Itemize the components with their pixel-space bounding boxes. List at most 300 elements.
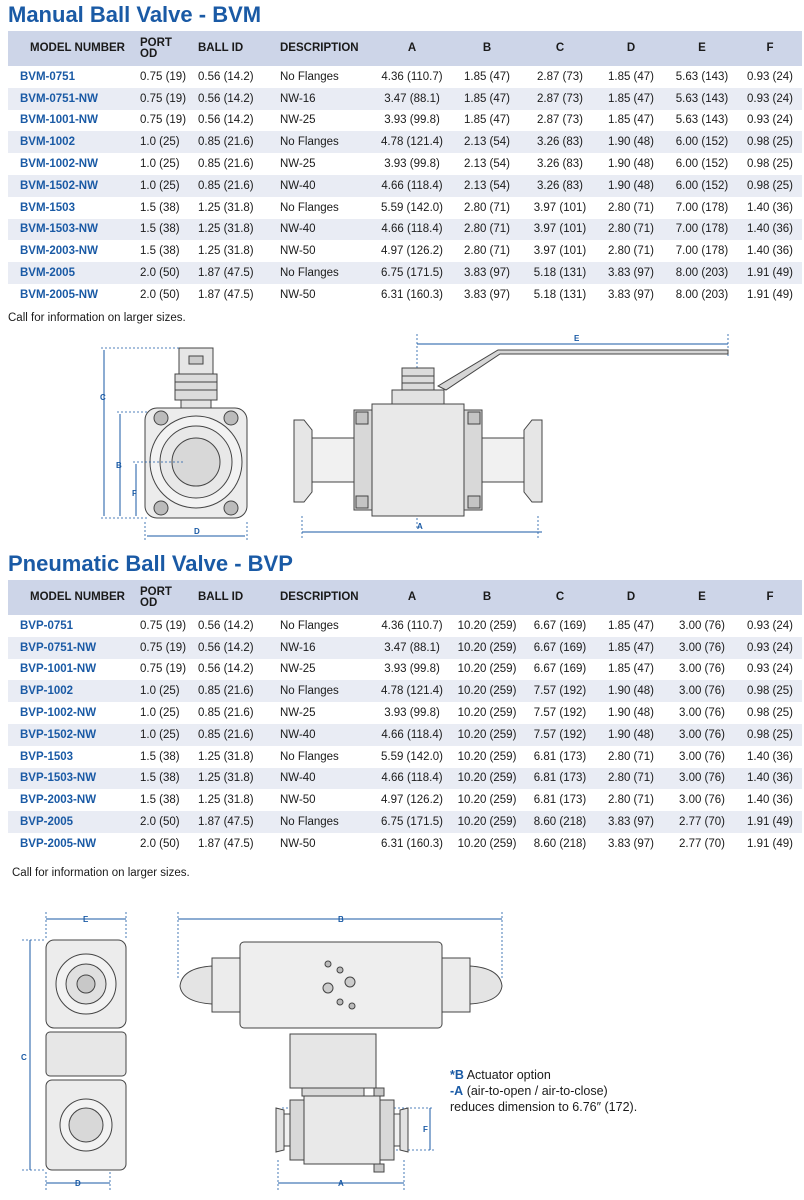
dim-label-f: F	[132, 489, 137, 498]
cell-description: No Flanges	[280, 201, 339, 214]
cell-dim-c: 2.87 (73)	[536, 70, 584, 83]
table-row	[8, 659, 802, 681]
cell-dim-a: 3.93 (99.8)	[384, 114, 440, 127]
cell-dim-e: 5.63 (143)	[675, 70, 729, 83]
cell-ball-id: 0.56 (14.2)	[198, 114, 254, 127]
table-row	[8, 680, 802, 702]
cell-dim-e: 6.00 (152)	[666, 175, 738, 197]
actuator-option-effect: reduces dimension to 6.76″ (172).	[450, 1100, 638, 1114]
actuator-option-desc: (air-to-open / air-to-close)	[466, 1084, 608, 1098]
table-row	[8, 833, 802, 855]
pneumatic-actuator	[240, 942, 442, 1028]
cell-port-od: 2.0 (50)	[140, 288, 180, 301]
cell-description: No Flanges	[276, 262, 374, 284]
table-row	[8, 110, 802, 132]
col-header-description: DESCRIPTION	[276, 31, 374, 66]
body-bolt	[154, 501, 168, 515]
table-row	[8, 637, 802, 659]
cell-dim-b: 2.13 (54)	[463, 158, 511, 171]
actuator-marker: *B	[450, 1068, 464, 1082]
cell-dim-a: 4.36 (110.7)	[381, 619, 443, 632]
cell-dim-b: 1.85 (47)	[450, 88, 524, 110]
cell-model-number: BVM-1503	[20, 201, 75, 214]
cell-port-od: 1.0 (25)	[136, 131, 194, 153]
cell-port-od: 1.0 (25)	[136, 175, 194, 197]
nw-flange-right	[400, 1108, 408, 1152]
cell-dim-c: 6.67 (169)	[533, 663, 587, 676]
cell-ball-id: 1.87 (47.5)	[198, 837, 254, 850]
cell-dim-c: 3.97 (101)	[533, 245, 587, 258]
bvp-side-view-drawing	[172, 910, 510, 1192]
cell-dim-d: 1.85 (47)	[596, 637, 666, 659]
cell-port-od: 1.5 (38)	[140, 201, 180, 214]
cell-ball-id: 1.87 (47.5)	[198, 288, 254, 301]
bvp-larger-sizes-note: Call for information on larger sizes.	[12, 867, 190, 879]
cell-dim-d: 2.80 (71)	[607, 201, 655, 214]
cell-description: NW-16	[276, 88, 374, 110]
cell-dim-d: 3.83 (97)	[596, 811, 666, 833]
cell-description: NW-25	[280, 707, 316, 720]
cell-dim-c: 8.60 (218)	[524, 811, 596, 833]
cell-dim-d: 1.85 (47)	[607, 619, 655, 632]
cell-dim-a: 3.47 (88.1)	[374, 637, 450, 659]
cell-ball-id: 0.85 (21.6)	[194, 724, 276, 746]
col-header-e: E	[666, 31, 738, 66]
cell-ball-id: 1.87 (47.5)	[194, 262, 276, 284]
table-header-row	[8, 31, 802, 66]
cell-dim-f: 1.91 (49)	[738, 811, 802, 833]
actuator-option-note	[450, 1067, 637, 1115]
cell-dim-d: 2.80 (71)	[607, 245, 655, 258]
cell-dim-b: 10.20 (259)	[457, 707, 517, 720]
col-header-port: PORT OD	[136, 580, 194, 615]
cell-ball-id: 0.56 (14.2)	[194, 88, 276, 110]
cell-dim-e: 3.00 (76)	[666, 680, 738, 702]
cell-dim-f: 0.93 (24)	[746, 663, 794, 676]
cell-dim-b: 3.83 (97)	[450, 262, 524, 284]
cell-model-number: BVM-2003-NW	[20, 245, 98, 258]
dim-label-d: D	[75, 1179, 81, 1188]
cell-port-od: 1.0 (25)	[140, 158, 180, 171]
dim-label-f: F	[423, 1125, 428, 1134]
cell-dim-c: 3.97 (101)	[533, 201, 587, 214]
col-header-description: DESCRIPTION	[276, 580, 374, 615]
bvp-front-view-drawing	[16, 910, 136, 1192]
valve-handle-lever	[438, 350, 728, 390]
actuator-end-cap-right	[470, 966, 502, 1004]
cell-port-od: 1.0 (25)	[136, 680, 194, 702]
cell-dim-a: 6.75 (171.5)	[374, 262, 450, 284]
col-header-f: F	[738, 31, 802, 66]
cell-dim-a: 4.97 (126.2)	[380, 794, 443, 807]
actuator-option-code: -A	[450, 1084, 464, 1098]
cell-port-od: 0.75 (19)	[140, 619, 187, 632]
cell-dim-a: 6.31 (160.3)	[380, 837, 443, 850]
cell-model-number: BVM-1002	[8, 131, 136, 153]
cell-dim-c: 6.81 (173)	[524, 768, 596, 790]
cell-model-number: BVP-1502-NW	[8, 724, 136, 746]
bvm-side-view-drawing	[288, 328, 740, 544]
cell-dim-b: 10.20 (259)	[457, 837, 517, 850]
cell-model-number: BVP-2005	[8, 811, 136, 833]
cell-description: NW-40	[276, 175, 374, 197]
cell-ball-id: 1.25 (31.8)	[198, 201, 254, 214]
cell-dim-e: 2.77 (70)	[666, 811, 738, 833]
cell-dim-d: 1.90 (48)	[596, 680, 666, 702]
col-header-ball: BALL ID	[194, 580, 276, 615]
cell-description: NW-40	[276, 724, 374, 746]
table-row	[8, 131, 802, 153]
col-header-b: B	[450, 31, 524, 66]
cell-dim-c: 7.57 (192)	[533, 707, 587, 720]
cell-dim-d: 1.85 (47)	[607, 70, 655, 83]
table-row	[8, 88, 802, 110]
cell-dim-e: 7.00 (178)	[666, 219, 738, 241]
cell-dim-b: 2.13 (54)	[450, 131, 524, 153]
bvm-spec-table	[8, 31, 802, 306]
cell-dim-e: 5.63 (143)	[666, 88, 738, 110]
cell-dim-d: 1.90 (48)	[607, 707, 655, 720]
cell-description: No Flanges	[276, 811, 374, 833]
cell-dim-d: 1.85 (47)	[607, 663, 655, 676]
cell-ball-id: 0.85 (21.6)	[198, 158, 254, 171]
cell-description: NW-40	[276, 768, 374, 790]
cell-dim-e: 3.00 (76)	[678, 619, 726, 632]
dim-label-e: E	[83, 915, 89, 924]
cell-dim-f: 0.98 (25)	[746, 158, 794, 171]
dim-label-b: B	[116, 461, 122, 470]
cell-model-number: BVP-0751	[20, 619, 74, 632]
cell-dim-e: 7.00 (178)	[675, 245, 729, 258]
cell-dim-a: 5.59 (142.0)	[380, 750, 443, 763]
valve-port-opening	[69, 1108, 103, 1142]
valve-port-opening	[172, 438, 220, 486]
cell-model-number: BVM-1503-NW	[8, 219, 136, 241]
table-header-row	[8, 580, 802, 615]
cell-dim-f: 0.93 (24)	[746, 114, 794, 127]
cell-dim-d: 1.90 (48)	[596, 175, 666, 197]
cell-dim-f: 1.40 (36)	[746, 201, 794, 214]
cell-dim-a: 4.66 (118.4)	[374, 768, 450, 790]
cell-dim-e: 2.77 (70)	[678, 837, 726, 850]
cell-dim-f: 0.98 (25)	[738, 680, 802, 702]
col-header-ball: BALL ID	[194, 31, 276, 66]
cell-dim-e: 3.00 (76)	[666, 637, 738, 659]
cell-dim-a: 4.78 (121.4)	[374, 131, 450, 153]
stem-nut	[402, 368, 434, 390]
cell-dim-a: 4.78 (121.4)	[374, 680, 450, 702]
cell-dim-f: 0.93 (24)	[746, 70, 794, 83]
actuator-bracket	[46, 1032, 126, 1076]
bvp-section-title: Pneumatic Ball Valve - BVP	[8, 551, 293, 576]
cell-dim-b: 2.80 (71)	[450, 219, 524, 241]
col-header-a: A	[374, 580, 450, 615]
cell-dim-e: 7.00 (178)	[675, 201, 729, 214]
nw-flange-left	[294, 420, 312, 502]
cell-description: NW-50	[280, 288, 316, 301]
cell-model-number: BVP-2005-NW	[20, 837, 97, 850]
cell-dim-c: 3.26 (83)	[524, 175, 596, 197]
cell-model-number: BVP-1002-NW	[20, 707, 97, 720]
bvm-table-body	[8, 66, 802, 306]
cell-dim-d: 1.85 (47)	[596, 88, 666, 110]
cell-model-number: BVM-0751	[20, 70, 75, 83]
tube-left	[312, 438, 354, 482]
cell-dim-c: 3.26 (83)	[524, 131, 596, 153]
cell-ball-id: 0.56 (14.2)	[198, 663, 254, 676]
cell-model-number: BVP-1002	[8, 680, 136, 702]
cell-dim-a: 6.31 (160.3)	[380, 288, 443, 301]
dim-label-d: D	[194, 527, 200, 536]
cell-dim-f: 1.91 (49)	[746, 288, 794, 301]
cell-model-number: BVP-2003-NW	[20, 794, 97, 807]
actuator-end-cap-left	[180, 966, 212, 1004]
col-header-c: C	[524, 580, 596, 615]
cell-dim-f: 1.40 (36)	[746, 245, 794, 258]
cell-dim-b: 3.83 (97)	[463, 288, 511, 301]
cell-ball-id: 1.25 (31.8)	[194, 768, 276, 790]
cell-dim-f: 1.91 (49)	[738, 262, 802, 284]
cell-description: No Flanges	[280, 70, 339, 83]
cell-port-od: 0.75 (19)	[136, 88, 194, 110]
cell-dim-f: 0.93 (24)	[738, 88, 802, 110]
cell-dim-a: 3.47 (88.1)	[374, 88, 450, 110]
cell-model-number: BVM-2005-NW	[20, 288, 98, 301]
cell-description: NW-25	[280, 158, 316, 171]
cell-dim-b: 10.20 (259)	[457, 619, 517, 632]
cell-dim-b: 2.80 (71)	[463, 201, 511, 214]
cell-port-od: 0.75 (19)	[136, 637, 194, 659]
table-row	[8, 197, 802, 219]
cell-dim-f: 1.40 (36)	[738, 219, 802, 241]
cell-dim-d: 2.80 (71)	[596, 219, 666, 241]
cell-dim-c: 2.87 (73)	[536, 114, 584, 127]
cell-dim-f: 1.40 (36)	[738, 768, 802, 790]
cell-description: NW-16	[276, 637, 374, 659]
col-header-f: F	[738, 580, 802, 615]
cell-description: NW-50	[280, 794, 316, 807]
cell-dim-f: 0.98 (25)	[746, 707, 794, 720]
cell-dim-a: 5.59 (142.0)	[380, 201, 443, 214]
cell-dim-c: 3.26 (83)	[536, 158, 584, 171]
cell-dim-d: 2.80 (71)	[596, 768, 666, 790]
cell-dim-f: 0.98 (25)	[738, 175, 802, 197]
cell-dim-d: 2.80 (71)	[607, 750, 655, 763]
table-row	[8, 175, 802, 197]
cell-model-number: BVM-2005	[8, 262, 136, 284]
dim-label-c: C	[21, 1053, 27, 1062]
cell-dim-c: 2.87 (73)	[524, 88, 596, 110]
cell-model-number: BVM-1001-NW	[20, 114, 98, 127]
cell-dim-d: 3.83 (97)	[607, 288, 655, 301]
valve-body-side	[304, 1096, 380, 1164]
cell-ball-id: 1.25 (31.8)	[198, 750, 254, 763]
cell-dim-e: 3.00 (76)	[666, 724, 738, 746]
cell-ball-id: 0.56 (14.2)	[198, 70, 254, 83]
cell-description: No Flanges	[276, 131, 374, 153]
cell-description: No Flanges	[276, 680, 374, 702]
cell-description: No Flanges	[280, 619, 339, 632]
valve-body-side	[372, 404, 464, 516]
cell-ball-id: 1.25 (31.8)	[194, 219, 276, 241]
cell-dim-b: 2.13 (54)	[450, 175, 524, 197]
cell-dim-a: 4.66 (118.4)	[374, 724, 450, 746]
cell-ball-id: 0.85 (21.6)	[194, 175, 276, 197]
cell-dim-f: 1.40 (36)	[746, 794, 794, 807]
cell-model-number: BVP-1503-NW	[8, 768, 136, 790]
col-header-c: C	[524, 31, 596, 66]
cell-dim-b: 10.20 (259)	[457, 750, 517, 763]
cell-ball-id: 1.87 (47.5)	[194, 811, 276, 833]
cell-dim-b: 2.80 (71)	[463, 245, 511, 258]
table-row	[8, 219, 802, 241]
body-bolt	[224, 411, 238, 425]
cell-model-number: BVM-1502-NW	[8, 175, 136, 197]
cell-dim-d: 2.80 (71)	[607, 794, 655, 807]
cell-dim-a: 4.66 (118.4)	[374, 219, 450, 241]
cell-dim-b: 10.20 (259)	[457, 663, 517, 676]
cell-dim-a: 4.36 (110.7)	[381, 70, 443, 83]
body-bolt	[224, 501, 238, 515]
stem-nut	[175, 374, 217, 400]
col-header-b: B	[450, 580, 524, 615]
cell-dim-a: 3.93 (99.8)	[384, 158, 440, 171]
cell-dim-d: 3.83 (97)	[596, 262, 666, 284]
cell-model-number: BVP-1001-NW	[20, 663, 97, 676]
cell-dim-e: 5.63 (143)	[675, 114, 729, 127]
cell-dim-e: 6.00 (152)	[675, 158, 729, 171]
cell-ball-id: 1.25 (31.8)	[198, 245, 254, 258]
cell-dim-e: 8.00 (203)	[675, 288, 729, 301]
cell-ball-id: 0.85 (21.6)	[194, 131, 276, 153]
cell-dim-b: 1.85 (47)	[463, 114, 511, 127]
cell-dim-e: 3.00 (76)	[678, 707, 726, 720]
nw-flange-right	[524, 420, 542, 502]
cell-dim-f: 1.91 (49)	[746, 837, 794, 850]
cell-dim-f: 0.98 (25)	[738, 724, 802, 746]
dim-label-b: B	[338, 915, 344, 924]
actuator-option-label: Actuator option	[466, 1068, 551, 1082]
cell-ball-id: 1.25 (31.8)	[198, 794, 254, 807]
cell-dim-a: 6.75 (171.5)	[374, 811, 450, 833]
cell-dim-b: 10.20 (259)	[457, 794, 517, 807]
cell-dim-f: 1.40 (36)	[746, 750, 794, 763]
tube-right	[482, 438, 524, 482]
cell-dim-f: 0.98 (25)	[738, 131, 802, 153]
cell-model-number: BVM-0751-NW	[8, 88, 136, 110]
cell-port-od: 2.0 (50)	[140, 837, 180, 850]
body-bolt	[154, 411, 168, 425]
cell-port-od: 0.75 (19)	[140, 663, 187, 676]
cell-ball-id: 0.56 (14.2)	[194, 637, 276, 659]
cell-ball-id: 0.85 (21.6)	[194, 680, 276, 702]
cell-dim-d: 1.90 (48)	[607, 158, 655, 171]
cell-dim-b: 10.20 (259)	[450, 811, 524, 833]
cell-dim-e: 3.00 (76)	[666, 768, 738, 790]
dim-label-c: C	[100, 393, 106, 402]
cell-description: NW-25	[280, 663, 316, 676]
cell-description: NW-50	[280, 837, 316, 850]
cell-dim-a: 3.93 (99.8)	[384, 663, 440, 676]
cell-dim-c: 5.18 (131)	[524, 262, 596, 284]
table-row	[8, 153, 802, 175]
cell-port-od: 1.5 (38)	[140, 794, 180, 807]
bvp-table-body	[8, 615, 802, 855]
table-row	[8, 702, 802, 724]
cell-dim-b: 10.20 (259)	[450, 680, 524, 702]
cell-description: NW-50	[280, 245, 316, 258]
cell-port-od: 1.0 (25)	[136, 724, 194, 746]
table-row	[8, 615, 802, 637]
table-row	[8, 284, 802, 306]
cell-dim-c: 6.67 (169)	[533, 619, 587, 632]
actuator-bracket	[290, 1034, 376, 1088]
col-header-d: D	[596, 31, 666, 66]
table-row	[8, 240, 802, 262]
cell-dim-f: 0.93 (24)	[746, 619, 794, 632]
bvm-front-view-drawing	[95, 336, 275, 546]
cell-port-od: 2.0 (50)	[136, 262, 194, 284]
cell-dim-c: 7.57 (192)	[524, 680, 596, 702]
cell-description: No Flanges	[280, 750, 339, 763]
bvm-section-title: Manual Ball Valve - BVM	[8, 2, 262, 27]
cell-port-od: 1.0 (25)	[140, 707, 180, 720]
cell-dim-c: 6.67 (169)	[524, 637, 596, 659]
cell-port-od: 1.5 (38)	[136, 768, 194, 790]
cell-dim-c: 6.81 (173)	[533, 750, 587, 763]
cell-dim-d: 1.90 (48)	[596, 131, 666, 153]
table-row	[8, 724, 802, 746]
cell-port-od: 0.75 (19)	[140, 70, 187, 83]
cell-dim-b: 1.85 (47)	[463, 70, 511, 83]
cell-description: NW-40	[276, 219, 374, 241]
dim-label-a: A	[338, 1179, 344, 1188]
dim-label-a: A	[417, 522, 423, 531]
cell-description: NW-25	[280, 114, 316, 127]
cell-ball-id: 0.85 (21.6)	[198, 707, 254, 720]
bvm-larger-sizes-note: Call for information on larger sizes.	[8, 312, 186, 324]
cell-dim-f: 0.93 (24)	[738, 637, 802, 659]
cell-dim-d: 1.85 (47)	[607, 114, 655, 127]
cell-port-od: 1.5 (38)	[136, 219, 194, 241]
cell-dim-e: 3.00 (76)	[678, 750, 726, 763]
dim-label-e: E	[574, 334, 580, 343]
table-row	[8, 66, 802, 88]
table-row	[8, 768, 802, 790]
table-row	[8, 262, 802, 284]
cell-dim-d: 1.90 (48)	[596, 724, 666, 746]
cell-port-od: 1.5 (38)	[140, 245, 180, 258]
cell-model-number: BVP-1503	[20, 750, 74, 763]
cell-dim-c: 6.81 (173)	[533, 794, 587, 807]
table-row	[8, 746, 802, 768]
cell-dim-e: 3.00 (76)	[678, 794, 726, 807]
cell-dim-a: 4.97 (126.2)	[380, 245, 443, 258]
col-header-d: D	[596, 580, 666, 615]
cell-model-number: BVP-0751-NW	[8, 637, 136, 659]
cell-dim-c: 3.97 (101)	[524, 219, 596, 241]
col-header-e: E	[666, 580, 738, 615]
cell-port-od: 2.0 (50)	[136, 811, 194, 833]
cell-dim-b: 10.20 (259)	[450, 724, 524, 746]
cell-dim-d: 3.83 (97)	[607, 837, 655, 850]
cell-model-number: BVM-1002-NW	[20, 158, 98, 171]
cell-dim-c: 5.18 (131)	[533, 288, 587, 301]
bvp-spec-table	[8, 580, 802, 855]
cell-dim-b: 10.20 (259)	[450, 637, 524, 659]
col-header-model: MODEL NUMBER	[8, 580, 136, 615]
cell-dim-a: 3.93 (99.8)	[384, 707, 440, 720]
